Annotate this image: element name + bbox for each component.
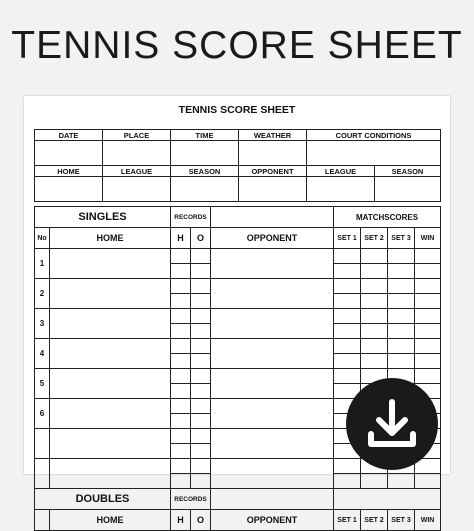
match-info-table <box>34 129 441 202</box>
h-cell[interactable] <box>171 414 191 429</box>
doubles-win-header: WIN <box>415 510 441 531</box>
home-season-field[interactable] <box>171 177 239 202</box>
home-player-cell[interactable] <box>50 309 171 339</box>
match-table <box>34 206 441 531</box>
set3-cell[interactable] <box>388 474 415 489</box>
o-cell[interactable] <box>191 354 211 369</box>
home-player-cell[interactable] <box>50 399 171 429</box>
place-header: PLACE <box>103 130 171 141</box>
o-cell[interactable] <box>191 474 211 489</box>
singles-opponent-header: OPPONENT <box>211 228 334 249</box>
doubles-title: DOUBLES <box>35 489 171 510</box>
set3-cell[interactable] <box>388 279 415 294</box>
row-number: 6 <box>35 399 50 429</box>
singles-o-header: O <box>191 228 211 249</box>
doubles-blank-right <box>334 489 441 510</box>
home-header: HOME <box>35 166 103 177</box>
opponent-season-field[interactable] <box>375 177 441 202</box>
row-number-blank <box>35 459 50 489</box>
doubles-records-header: RECORDS <box>171 489 211 510</box>
singles-home-header: HOME <box>50 228 171 249</box>
opponent-player-cell[interactable] <box>211 249 334 279</box>
o-cell[interactable] <box>191 309 211 324</box>
singles-win-header: WIN <box>415 228 441 249</box>
page-title: TENNIS SCORE SHEET <box>11 24 463 67</box>
win-cell[interactable] <box>415 324 441 339</box>
row-number: 5 <box>35 369 50 399</box>
weather-header: WEATHER <box>239 130 307 141</box>
home-player-cell[interactable] <box>50 249 171 279</box>
o-cell[interactable] <box>191 369 211 384</box>
row-number-blank <box>35 429 50 459</box>
o-cell[interactable] <box>191 264 211 279</box>
o-cell[interactable] <box>191 294 211 309</box>
h-cell[interactable] <box>171 309 191 324</box>
set1-cell[interactable] <box>334 324 361 339</box>
h-cell[interactable] <box>171 294 191 309</box>
set2-cell[interactable] <box>361 264 388 279</box>
o-cell[interactable] <box>191 429 211 444</box>
opponent-player-cell[interactable] <box>211 309 334 339</box>
opponent-player-cell[interactable] <box>211 339 334 369</box>
row-number: 1 <box>35 249 50 279</box>
home-league-header: LEAGUE <box>103 166 171 177</box>
h-cell[interactable] <box>171 474 191 489</box>
win-cell[interactable] <box>415 279 441 294</box>
opponent-season-header: SEASON <box>375 166 441 177</box>
win-cell[interactable] <box>415 294 441 309</box>
o-cell[interactable] <box>191 279 211 294</box>
set1-cell[interactable] <box>334 249 361 264</box>
place-field[interactable] <box>103 141 171 166</box>
opponent-header: OPPONENT <box>239 166 307 177</box>
o-cell[interactable] <box>191 399 211 414</box>
o-cell[interactable] <box>191 384 211 399</box>
opponent-player-cell[interactable] <box>211 279 334 309</box>
opponent-field[interactable] <box>239 177 307 202</box>
h-cell[interactable] <box>171 369 191 384</box>
set1-cell[interactable] <box>334 309 361 324</box>
court-conditions-field[interactable] <box>307 141 441 166</box>
doubles-set2-header: SET 2 <box>361 510 388 531</box>
set2-cell[interactable] <box>361 324 388 339</box>
singles-set3-header: SET 3 <box>388 228 415 249</box>
home-player-cell[interactable] <box>50 429 171 459</box>
row-number: 2 <box>35 279 50 309</box>
doubles-h-header: H <box>171 510 191 531</box>
set2-cell[interactable] <box>361 339 388 354</box>
win-cell[interactable] <box>415 264 441 279</box>
o-cell[interactable] <box>191 339 211 354</box>
win-cell[interactable] <box>415 354 441 369</box>
singles-h-header: H <box>171 228 191 249</box>
opponent-league-field[interactable] <box>307 177 375 202</box>
set3-cell[interactable] <box>388 294 415 309</box>
row-number: 4 <box>35 339 50 369</box>
home-player-cell[interactable] <box>50 339 171 369</box>
h-cell[interactable] <box>171 339 191 354</box>
home-league-field[interactable] <box>103 177 171 202</box>
download-button[interactable] <box>346 378 438 470</box>
doubles-opponent-header: OPPONENT <box>211 510 334 531</box>
home-player-cell[interactable] <box>50 279 171 309</box>
home-player-cell[interactable] <box>50 369 171 399</box>
date-header: DATE <box>35 130 103 141</box>
win-cell[interactable] <box>415 474 441 489</box>
singles-records-header: RECORDS <box>171 207 211 228</box>
singles-title: SINGLES <box>35 207 171 228</box>
weather-field[interactable] <box>239 141 307 166</box>
set3-cell[interactable] <box>388 249 415 264</box>
h-cell[interactable] <box>171 279 191 294</box>
court-conditions-header: COURT CONDITIONS <box>307 130 441 141</box>
h-cell[interactable] <box>171 399 191 414</box>
set2-cell[interactable] <box>361 354 388 369</box>
h-cell[interactable] <box>171 444 191 459</box>
row-number: 3 <box>35 309 50 339</box>
no-header: No <box>35 228 50 249</box>
set1-cell[interactable] <box>334 339 361 354</box>
opponent-player-cell[interactable] <box>211 459 334 489</box>
o-cell[interactable] <box>191 459 211 474</box>
set3-cell[interactable] <box>388 324 415 339</box>
o-cell[interactable] <box>191 444 211 459</box>
singles-matchscores-header: MATCHSCORES <box>334 207 441 228</box>
doubles-o-header: O <box>191 510 211 531</box>
singles-blank <box>211 207 334 228</box>
set2-cell[interactable] <box>361 279 388 294</box>
win-cell[interactable] <box>415 339 441 354</box>
opponent-player-cell[interactable] <box>211 399 334 429</box>
opponent-player-cell[interactable] <box>211 369 334 399</box>
set3-cell[interactable] <box>388 339 415 354</box>
doubles-blank <box>211 489 334 510</box>
h-cell[interactable] <box>171 264 191 279</box>
set3-cell[interactable] <box>388 309 415 324</box>
home-season-header: SEASON <box>171 166 239 177</box>
doubles-home-header: HOME <box>50 510 171 531</box>
win-cell[interactable] <box>415 249 441 264</box>
opponent-player-cell[interactable] <box>211 429 334 459</box>
time-header: TIME <box>171 130 239 141</box>
set1-cell[interactable] <box>334 354 361 369</box>
h-cell[interactable] <box>171 324 191 339</box>
set3-cell[interactable] <box>388 354 415 369</box>
time-field[interactable] <box>171 141 239 166</box>
set3-cell[interactable] <box>388 264 415 279</box>
set1-cell[interactable] <box>334 264 361 279</box>
set2-cell[interactable] <box>361 474 388 489</box>
home-player-cell[interactable] <box>50 459 171 489</box>
doubles-set1-header: SET 1 <box>334 510 361 531</box>
o-cell[interactable] <box>191 414 211 429</box>
singles-set2-header: SET 2 <box>361 228 388 249</box>
set2-cell[interactable] <box>361 294 388 309</box>
win-cell[interactable] <box>415 309 441 324</box>
doubles-no-cell <box>35 510 50 531</box>
opponent-league-header: LEAGUE <box>307 166 375 177</box>
set1-cell[interactable] <box>334 294 361 309</box>
date-field[interactable] <box>35 141 103 166</box>
singles-set1-header: SET 1 <box>334 228 361 249</box>
o-cell[interactable] <box>191 324 211 339</box>
h-cell[interactable] <box>171 459 191 474</box>
download-icon <box>346 378 438 470</box>
set2-cell[interactable] <box>361 249 388 264</box>
h-cell[interactable] <box>171 354 191 369</box>
set2-cell[interactable] <box>361 309 388 324</box>
doubles-set3-header: SET 3 <box>388 510 415 531</box>
sheet-title: TENNIS SCORE SHEET <box>178 104 296 116</box>
home-field[interactable] <box>35 177 103 202</box>
h-cell[interactable] <box>171 384 191 399</box>
o-cell[interactable] <box>191 249 211 264</box>
h-cell[interactable] <box>171 249 191 264</box>
set1-cell[interactable] <box>334 279 361 294</box>
h-cell[interactable] <box>171 429 191 444</box>
set1-cell[interactable] <box>334 474 361 489</box>
